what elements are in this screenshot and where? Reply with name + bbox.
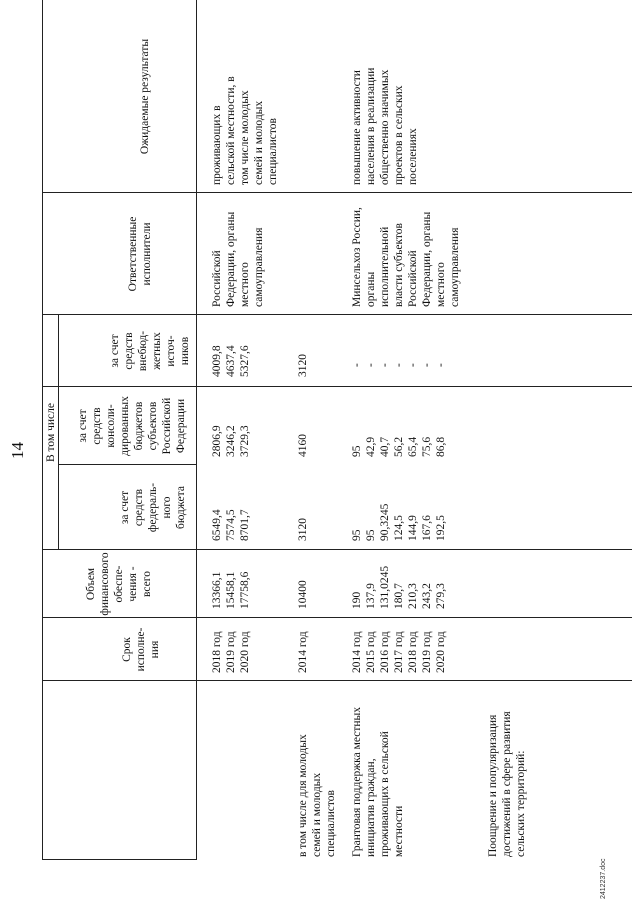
block1-responsible: Российской Федерации, органы местного самоуправления — [211, 211, 265, 307]
block3-extrabudget: - - - - - - - — [351, 363, 447, 367]
header-total: Объем финансового обеспе- чения - всего — [85, 552, 153, 616]
block3-responsible: Минсельхоз России, органы исполнительной власти субъектов Российской Федерации, органы местного самоуправления — [351, 207, 461, 307]
block3-results: повышение активности населения в реализации общественно значимых проектов в сельских поселениях — [351, 67, 419, 185]
header-responsible: Ответственные исполнители — [127, 216, 153, 292]
block3-label: Грантовая поддержка местных инициатив граждан, проживающих в сельской местности — [351, 707, 405, 857]
block2-label: в том числе для молодых семей и молодых специалистов — [297, 734, 337, 857]
table-line-header-bottom — [196, 0, 197, 860]
header-including: В том числе — [45, 403, 57, 462]
file-footer: 2412237.doc — [600, 858, 607, 899]
page-number: 14 — [8, 442, 27, 459]
block1-extrabudget: 4009,8 4637,4 5327,6 — [211, 345, 251, 377]
table-line-top — [42, 0, 43, 860]
header-federal: за счет средств федераль- ного бюджета — [119, 482, 187, 533]
header-extrabudget: за счет средств внебюд- жетных источ- ников — [109, 330, 191, 372]
block3-total: 190 137,9 131,0245 180,7 210,3 243,2 279,3 — [351, 565, 447, 609]
block2-total: 10400 — [297, 580, 309, 609]
block2-extrabudget: 3120 — [297, 354, 309, 377]
block2-federal: 3120 — [297, 518, 309, 541]
block3-consolidated: 95 42,9 40,7 56,2 65,4 75,6 86,8 — [351, 436, 447, 457]
block1-consolidated: 2806,9 3246,2 3729,3 — [211, 425, 251, 457]
block1-years: 2018 год 2019 год 2020 год — [211, 631, 251, 673]
header-term: Срок исполне- ния — [121, 627, 161, 672]
block1-results: проживающих в сельской местности, в том числе молодых семей и молодых специалистов — [211, 76, 279, 185]
header-consolidated: за счет средств консоли- дированных бюджетов субъектов Российской Федерации — [77, 396, 187, 456]
table-line-left — [42, 859, 196, 860]
header-results: Ожидаемые результаты — [139, 38, 151, 155]
block3-years: 2014 год 2015 год 2016 год 2017 год 2018 год 2019 год 2020 год — [351, 631, 447, 673]
block1-total: 13366,1 15458,1 17758,6 — [211, 571, 251, 609]
block1-federal: 6549,4 7574,5 8701,7 — [211, 509, 251, 541]
block2-year: 2014 год — [297, 631, 309, 673]
block4-label: Поощрение и популяризация достижений в сфере развития сельских территорий: — [487, 711, 527, 857]
block3-federal: 95 95 90,3245 124,5 144,9 167,6 192,5 — [351, 503, 447, 541]
including-underline — [58, 315, 59, 550]
block2-consolidated: 4160 — [297, 434, 309, 457]
